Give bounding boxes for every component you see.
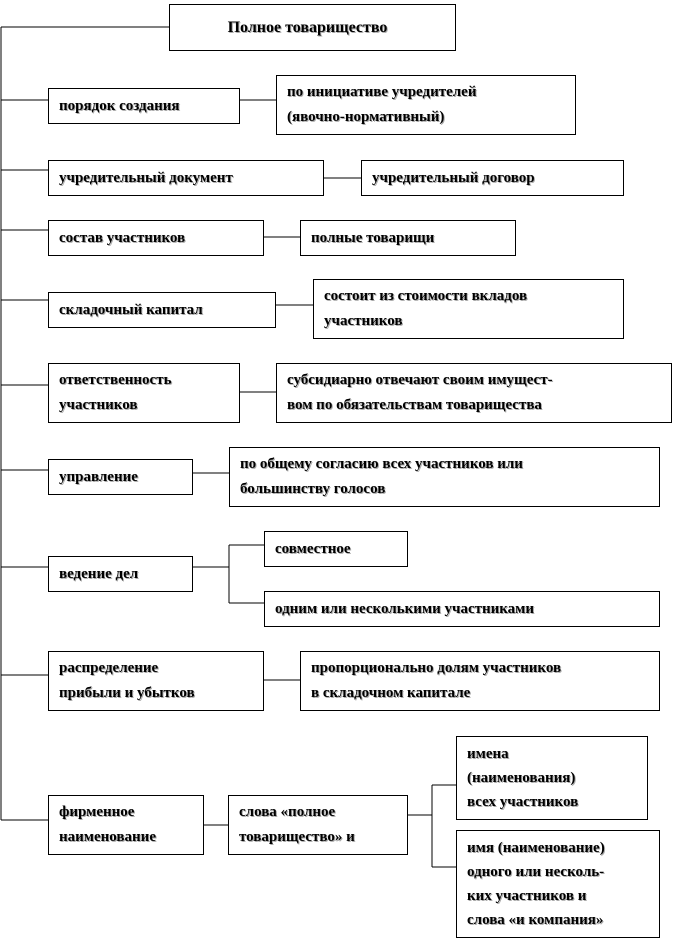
row-value-profit-distribution: пропорционально долям участников в складочном капитале xyxy=(300,651,660,711)
row-label-participants: состав участников xyxy=(48,220,264,256)
row-value-joint: совместное xyxy=(264,531,408,567)
row-value-founding-document: учредительный договор xyxy=(361,160,624,196)
row-label-firm-name: фирменное наименование xyxy=(48,795,204,855)
row-label-creation: порядок создания xyxy=(48,88,240,124)
diagram-title: Полное товарищество xyxy=(169,4,456,51)
firm-name-option-all-participants: имена (наименования) всех участников xyxy=(456,736,648,820)
row-value-management: по общему согласию всех участников или большинству голосов xyxy=(229,447,660,507)
row-label-founding-document: учредительный документ xyxy=(48,160,324,196)
row-value-participants: полные товарищи xyxy=(300,220,516,256)
row-value-liability: субсидиарно отвечают своим имущест- вом по обязательствам товарищества xyxy=(276,363,672,423)
row-value-creation: по инициативе учредителей (явочно-нормативный) xyxy=(276,75,576,135)
row-value-capital: состоит из стоимости вкладов участников xyxy=(313,279,624,339)
row-label-liability: ответственность участников xyxy=(48,363,240,423)
row-label-management: управление xyxy=(48,459,193,495)
row-label-profit-distribution: распределение прибыли и убытков xyxy=(48,651,264,711)
row-value-one-or-several: одним или несколькими участниками xyxy=(264,591,660,627)
row-label-business-conduct: ведение дел xyxy=(48,556,193,592)
firm-name-option-one-or-several: имя (наименование) одного или несколь- ких участников и слова «и компания» xyxy=(456,830,660,938)
row-value-firm-name-words: слова «полное товарищество» и xyxy=(228,795,408,855)
row-label-capital: складочный капитал xyxy=(48,292,276,328)
